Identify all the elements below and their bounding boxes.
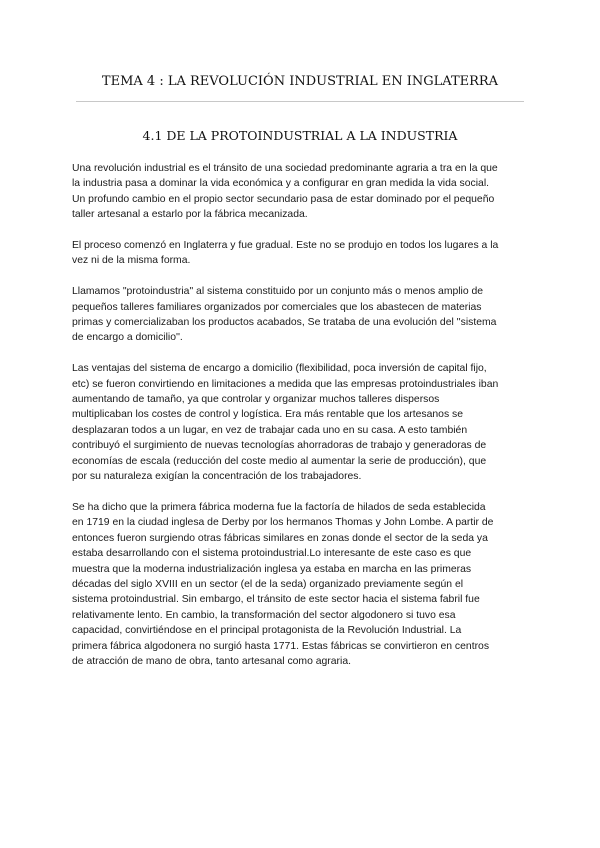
text-line: Un profundo cambio en el propio sector secundario pasa de estar dominado por el pequeño — [72, 193, 495, 205]
text-line: la industria pasa a dominar la vida económica y a configurar en gran medida la vida social. — [72, 178, 490, 190]
text-line: décadas del siglo XVIII en un sector (el de la seda) organizado previamente según el — [72, 578, 464, 590]
text-line: contribuyó el surgimiento de nuevas tecnologías ahorradoras de trabajo y generadoras de — [72, 440, 487, 452]
document-body — [72, 161, 534, 685]
text-line: primera fábrica algodonera no surgió hasta 1771. Estas fábricas se convirtieron en centros — [72, 640, 490, 652]
text-line: sistema protoindustrial. Sin embargo, el tránsito de este sector hacia el sistema fabril fue — [72, 594, 480, 606]
text-line: entonces fueron surgiendo otras fábricas similares en zonas donde el sector de la seda ya — [72, 532, 488, 544]
text-line: por su naturaleza exigían la concentración de los trabajadores. — [72, 471, 362, 483]
text-line: etc) se fueron convirtiendo en limitaciones a medida que las empresas protoindustriales iban — [72, 378, 499, 390]
text-line: El proceso comenzó en Inglaterra y fue gradual. Este no se produjo en todos los lugares a la — [72, 240, 499, 252]
text-line: desplazaran todos a un lugar, en vez de trabajar cada uno en su casa. A esto también — [72, 424, 468, 436]
title-divider — [76, 101, 524, 102]
text-line: en 1719 en la ciudad inglesa de Derby por los hermanos Thomas y John Lombe. A partir de — [72, 517, 494, 529]
section-heading: 4.1 DE LA PROTOINDUSTRIAL A LA INDUSTRIA — [142, 128, 458, 143]
text-line: Se ha dicho que la primera fábrica moderna fue la factoría de hilados de seda establecida — [72, 501, 486, 513]
paragraph-4 — [72, 361, 534, 484]
text-line: aumentando de tamaño, ya que controlar y organizar muchos talleres dispersos — [72, 394, 440, 406]
text-line: estaba desarrollando con el sistema protoindustrial.Lo interesante de este caso es que — [72, 548, 472, 560]
text-line: capacidad, convirtiéndose en el principal protagonista de la Revolución Industrial. La — [72, 625, 462, 637]
paragraph-3 — [72, 284, 534, 346]
text-line: primas y comercializaban los productos acabados, Se trataba de una evolución del ''sistema — [72, 317, 497, 329]
text-line: economías de escala (reducción del coste medio al aumentar la serie de producción), que — [72, 455, 487, 467]
text-line: Las ventajas del sistema de encargo a domicilio (flexibilidad, poca inversión de capital fijo, — [72, 363, 487, 375]
text-line: taller artesanal a estarlo por la fábrica mecanizada. — [72, 209, 308, 221]
text-line: relativamente lento. En cambio, la transformación del sector algodonero si tuvo esa — [72, 609, 456, 621]
text-line: de atracción de mano de obra, tanto artesanal como agraria. — [72, 655, 351, 667]
paragraph-1 — [72, 161, 534, 223]
text-line: pequeños talleres familiares organizados por comerciales que los abastecen de materias — [72, 301, 482, 313]
text-line: muestra que la moderna industrialización inglesa ya estaba en marcha en las primeras — [72, 563, 472, 575]
text-line: Llamamos "protoindustria" al sistema constituido por un conjunto más o menos amplio de — [72, 286, 484, 298]
document-title: TEMA 4 : LA REVOLUCIÓN INDUSTRIAL EN INGLATERRA — [101, 74, 499, 89]
text-line: vez ni de la misma forma. — [72, 255, 191, 267]
paragraph-2 — [72, 238, 534, 269]
text-line: multiplicaban los costes de control y logística. Era más rentable que los artesanos se — [72, 409, 464, 421]
text-line: de encargo a domicilio''. — [72, 332, 183, 344]
paragraph-5 — [72, 500, 534, 669]
text-line: Una revolución industrial es el tránsito de una sociedad predominante agraria a tra en la que — [72, 163, 498, 174]
